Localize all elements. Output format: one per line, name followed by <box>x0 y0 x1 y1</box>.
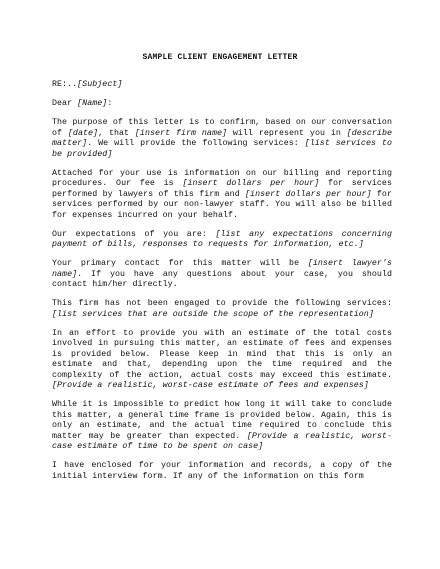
salutation <box>52 99 392 110</box>
paragraph-text: will represent you in <box>227 128 347 138</box>
paragraph <box>52 299 392 320</box>
paragraph-text: for services performed by lawyers of this firm and <box>52 179 392 199</box>
paragraph-text: Your primary contact for this matter will be <box>52 259 308 268</box>
placeholder-text: [Provide a realistic, worst-case estimate of time to be spent on case] <box>52 431 392 451</box>
letter-body <box>52 80 392 482</box>
paragraph <box>52 169 392 222</box>
paragraph <box>52 400 392 453</box>
paragraph-text: This firm has not been engaged to provide the following services: <box>52 299 392 308</box>
re-line <box>52 80 392 91</box>
salutation-suffix: : <box>107 99 113 108</box>
placeholder-text: [date] <box>67 128 99 138</box>
placeholder-text: [Provide a realistic, worst-case estimate of fees and expenses] <box>52 381 369 390</box>
paragraph <box>52 329 392 392</box>
re-prefix: RE:.. <box>52 80 78 89</box>
document-title: SAMPLE CLIENT ENGAGEMENT LETTER <box>142 53 298 62</box>
placeholder-text: [list any expectations concerning payment of bills, responses to requests for information, etc.] <box>52 229 392 249</box>
re-subject: [Subject] <box>77 80 123 89</box>
salutation-name: [Name] <box>77 99 108 108</box>
placeholder-text: [describe matter] <box>52 128 393 148</box>
placeholder-text: [insert dollars per hour] <box>182 179 320 188</box>
paragraph-text: I have enclosed for your information and records, a copy of the initial interview form. If any of the information on this form <box>52 461 392 481</box>
salutation-prefix: Dear <box>52 99 78 108</box>
paragraph <box>52 230 392 251</box>
letter-paragraphs <box>52 118 392 482</box>
paragraph-text: for services performed by our non-lawyer staff. You will also be billed for expenses incurred on your behalf. <box>52 189 392 220</box>
paragraph-text: In an effort to provide you with an estimate of the total costs involved in pursuing this matter, an estimate of fees and expenses is provided below. Please keep in mind that this is only an estimate and that, depending upon the time required and the complexity of the action, actual costs may exceed this estimate. <box>52 328 392 380</box>
paragraph-text: . If you have any questions about your case, you should contact him/her directly. <box>52 269 392 289</box>
paragraph-text: The purpose of this letter is to confirm, based on our conversation of <box>52 118 392 138</box>
paragraph-text: . We will provide the following services: <box>87 139 305 148</box>
paragraph <box>52 259 392 291</box>
paragraph-text: Our expectations of you are: <box>52 229 216 239</box>
placeholder-text: [insert firm name] <box>134 128 228 138</box>
paragraph <box>52 461 392 482</box>
paragraph-text: Attached for your use is information on our billing and reporting procedures. Our fee is <box>52 168 392 188</box>
placeholder-text: [list services to be provided] <box>52 139 392 159</box>
placeholder-text: [insert lawyer's name] <box>52 259 392 279</box>
paragraph-text: , that <box>98 128 135 138</box>
placeholder-text: [list services that are outside the scope of the representation] <box>52 309 374 319</box>
paragraph <box>52 118 392 160</box>
paragraph-text: While it is impossible to predict how long it will take to conclude this matter, a general time frame is provided below. Again, this is only an estimate, and the actual time required to conclude this matter may be greater than expected. <box>52 400 392 441</box>
placeholder-text: [insert dollars per hour] <box>245 189 372 199</box>
